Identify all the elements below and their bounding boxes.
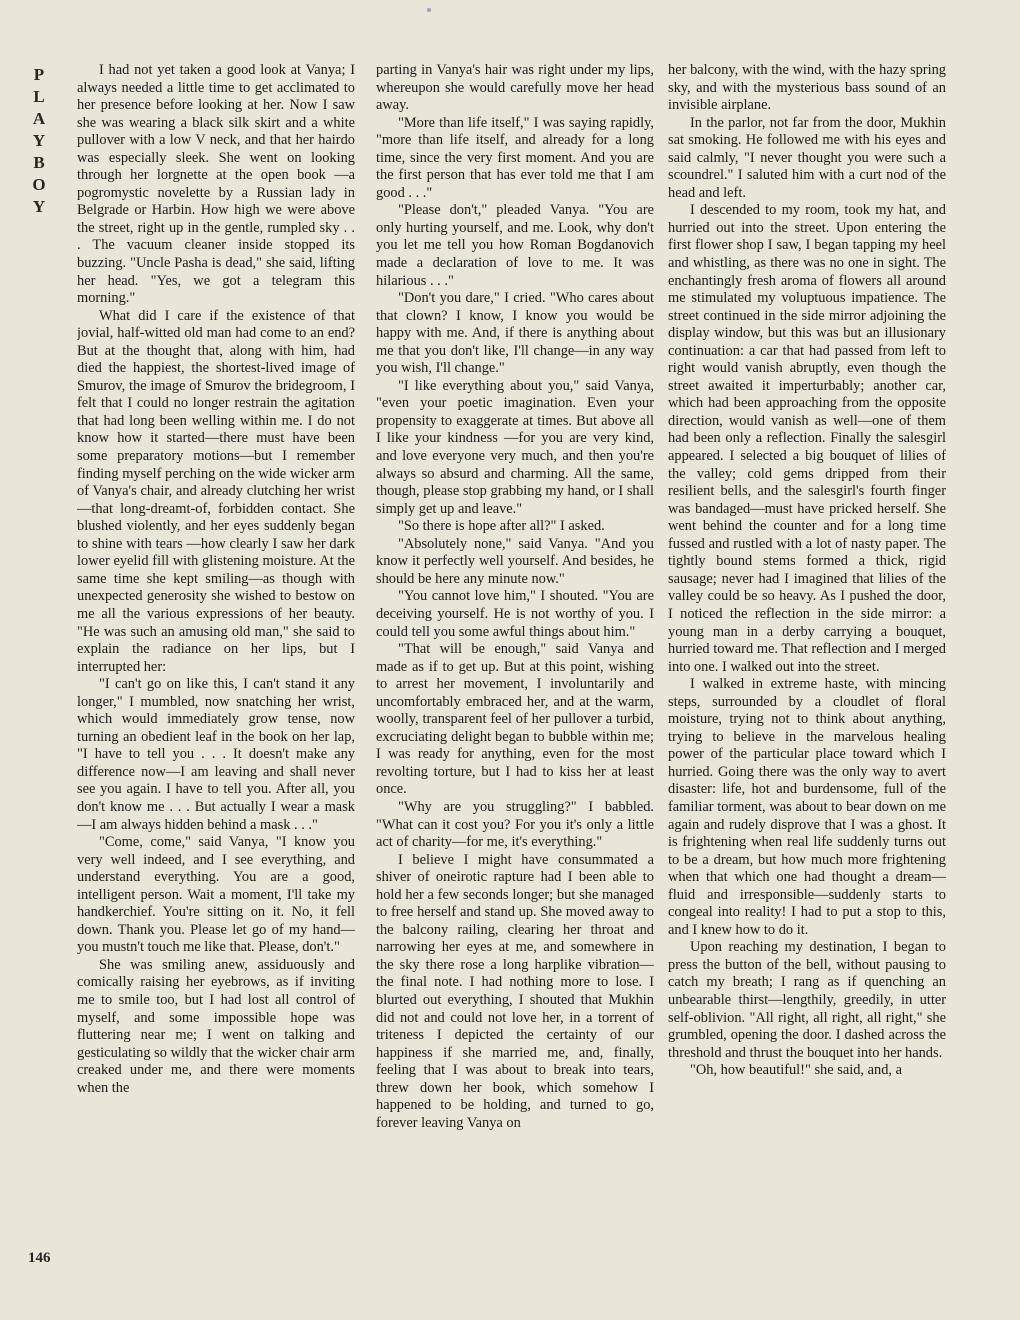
running-head-letter: A <box>32 109 46 128</box>
paragraph: "Don't you dare," I cried. "Who cares about that clown? I know, I know you would be happy with me. And, if there is anything about me that you don't like, I'll change—in any way you wish, I'll change." <box>376 290 654 377</box>
paragraph: "More than life itself," I was saying rapidly, "more than life itself, and already for a long time, since the very first moment. And you are the first person that has ever told me that I am good . . ." <box>376 114 654 201</box>
running-head-playboy <box>26 64 52 218</box>
text-column-2 <box>376 62 654 1272</box>
paragraph-continued: parting in Vanya's hair was right under my lips, whereupon she would carefully move her head away. <box>376 62 654 114</box>
paragraph: "Come, come," said Vanya, "I know you very well indeed, and I see everything, and understand everything. You are a good, intelligent person. Wait a moment, I'll take my handkerchief. You're sitting on it. No, it fell down. Thank you. Please let go of my hand—you mustn't touch me like that. Please, don't." <box>77 834 355 956</box>
running-head-letter: Y <box>32 131 46 150</box>
running-head-letter: O <box>32 175 46 194</box>
page-number: 146 <box>28 1250 51 1266</box>
running-head-letter: Y <box>32 197 46 216</box>
paragraph: "Why are you struggling?" I babbled. "What can it cost you? For you it's only a little act of charity—for me, it's everything." <box>376 798 654 851</box>
text-column-1 <box>77 62 355 1272</box>
paragraph: "You cannot love him," I shouted. "You are deceiving yourself. He is not worthy of you. I could tell you some awful things about him." <box>376 588 654 640</box>
paragraph: "I can't go on like this, I can't stand it any longer," I mumbled, now snatching her wrist, which would immediately grow tense, now turning an obedient leaf in the book on her lap, "I have to tell you . . . It doesn't make any difference now—I am leaving and shall never see you again. I have to tell you. After all, you don't know me . . . But actually I wear a mask—I am always hidden behind a mask . . ." <box>77 676 355 833</box>
paragraph: I walked in extreme haste, with mincing steps, surrounded by a cloudlet of floral moisture, trying not to think about anything, trying to believe in the marvelous healing power of the particular place toward which I hurried. Going there was the only way to avert disaster: life, hot and burdensome, full of the familiar torment, was about to bear down on me again and rudely disprove that I was a ghost. It is frightening when real life suddenly turns out to be a dream, but how much more frightening when that which one had thought a dream—fluid and irresponsible—suddenly starts to congeal into reality! I had to put a stop to this, and I knew how to do it. <box>668 676 946 938</box>
paragraph: "Oh, how beautiful!" she said, and, a <box>690 1062 902 1079</box>
paragraph: In the parlor, not far from the door, Mukhin sat smoking. He followed me with his eyes and said calmly, "I never thought you were such a scoundrel." I saluted him with a curt nod of the head and left. <box>668 114 946 201</box>
paragraph: I believe I might have consummated a shiver of oneirotic rapture had I been able to hold her a few seconds longer; but she managed to free herself and stand up. She moved away to the balcony railing, clearing her throat and narrowing her eyes at me, and somewhere in the sky there rose a long harplike vibration—the final note. I had nothing more to lose. I blurted out everything, I shouted that Mukhin did not and could not love her, in a torrent of triteness I depicted the certainty of our happiness if she married me, and, finally, feeling that I was about to break into tears, threw down her book, which somehow I happened to be holding, and turned to go, forever leaving Vanya on <box>376 851 654 1131</box>
paragraph: What did I care if the existence of that jovial, half-witted old man had come to an end? But at the thought that, along with him, had died the happiest, the shortest-lived image of Smurov, the image of Smurov the bridegroom, I felt that I could no longer restrain the agitation that had long been welling within me. I do not know how it started—there must have been some preparatory motions—but I remember finding myself perching on the wide wicker arm of Vanya's chair, and already clutching her wrist—that long-dreamt-of, forbidden contact. She blushed violently, and her eyes suddenly began to shine with tears —how clearly I saw her dark lower eyelid fill with glistening moisture. At the same time she kept smiling—as though with unexpected generosity she wished to bestow on me all the various expressions of her beauty. "He was such an amusing old man," she said to explain the radiance on her lips, but I interrupted her: <box>77 307 355 675</box>
paragraph: "Please don't," pleaded Vanya. "You are only hurting yourself, and me. Look, why don't you let me tell you how Roman Bogdanovich made a declaration of love to me. It was hilarious . . ." <box>376 202 654 289</box>
paragraph: "I like everything about you," said Vanya, "even your poetic imagination. Even your propensity to exaggerate at times. But above all I like your kindness —for you are very kind, and love everyone very much, and then you're always so absurd and charming. All the same, though, please stop grabbing my hand, or I shall simply get up and leave." <box>376 377 654 517</box>
paragraph-continued: her balcony, with the wind, with the hazy spring sky, and with the mysterious bass sound of an invisible airplane. <box>668 62 946 114</box>
paragraph: She was smiling anew, assiduously and comically raising her eyebrows, as if inviting me to smile too, but I had lost all control of myself, and some impossible hope was fluttering near me; I went on talking and gesticulating so wildly that the wicker chair arm creaked under me, and there were moments when the <box>77 956 355 1096</box>
running-head-letter: B <box>33 153 45 172</box>
paragraph: I descended to my room, took my hat, and hurried out into the street. Upon entering the first flower shop I saw, I began tapping my heel and whistling, as there was no one in sight. The enchantingly fresh aroma of flowers all around me stimulated my voluptuous impatience. The street continued in the side mirror adjoining the display window, but this was but an illusionary continuation: a car that had passed from left to right would vanish abruptly, even though the street awaited it imperturbably; another car, which had been approaching from the opposite direction, would vanish as well—one of them had been only a reflection. Finally the salesgirl appeared. I selected a big bouquet of lilies of the valley; cold gems dripped from their resilient bells, and the salesgirl's fourth finger was bandaged—must have pricked herself. She went behind the counter and for a long time fussed and rustled with a lot of nasty paper. The tightly bound stems formed a thick, rigid sausage; never had I imagined that lilies of the valley could be so heavy. As I pushed the door, I noticed the reflection in the side mirror: a young man in a derby carrying a bouquet, hurried toward me. That reflection and I merged into one. I walked out into the street. <box>668 202 946 675</box>
paragraph: "That will be enough," said Vanya and made as if to get up. But at this point, wishing to arrest her movement, I involuntarily and uncomfortably embraced her, and at the warm, woolly, transparent feel of her pullover a turbid, excruciating delight began to bubble within me; I was ready for anything, even for the most revolting torture, but I had to kiss her at least once. <box>376 641 654 798</box>
paragraph: I had not yet taken a good look at Vanya; I always needed a little time to get acclimated to her presence before looking at her. Now I saw she was wearing a black silk skirt and a white pullover with a low V neck, and that her hairdo was especially sleek. She went on looking through her lorgnette at the open book —a pogromystic novelette by a Russian lady in Belgrade or Harbin. How high we were above the street, right up in the gentle, rumpled sky . . . The vacuum cleaner inside stopped its buzzing. "Uncle Pasha is dead," she said, lifting her head. "Yes, we got a telegram this morning." <box>77 62 355 307</box>
scan-artifact-dot <box>427 8 431 12</box>
paragraph: Upon reaching my destination, I began to press the button of the bell, without pausing to catch my breath; I rang as if quenching an unbearable thirst—lengthily, greedily, in utter self-oblivion. "All right, all right, all right," she grumbled, opening the door. I dashed across the threshold and thrust the bouquet into her hands. <box>668 939 946 1061</box>
paragraph: "So there is hope after all?" I asked. <box>398 518 605 535</box>
paragraph: "Absolutely none," said Vanya. "And you know it perfectly well yourself. And besides, he should be here any minute now." <box>376 535 654 587</box>
text-column-3 <box>668 62 946 1272</box>
running-head-letter: L <box>33 87 45 106</box>
running-head-letter: P <box>33 65 45 84</box>
